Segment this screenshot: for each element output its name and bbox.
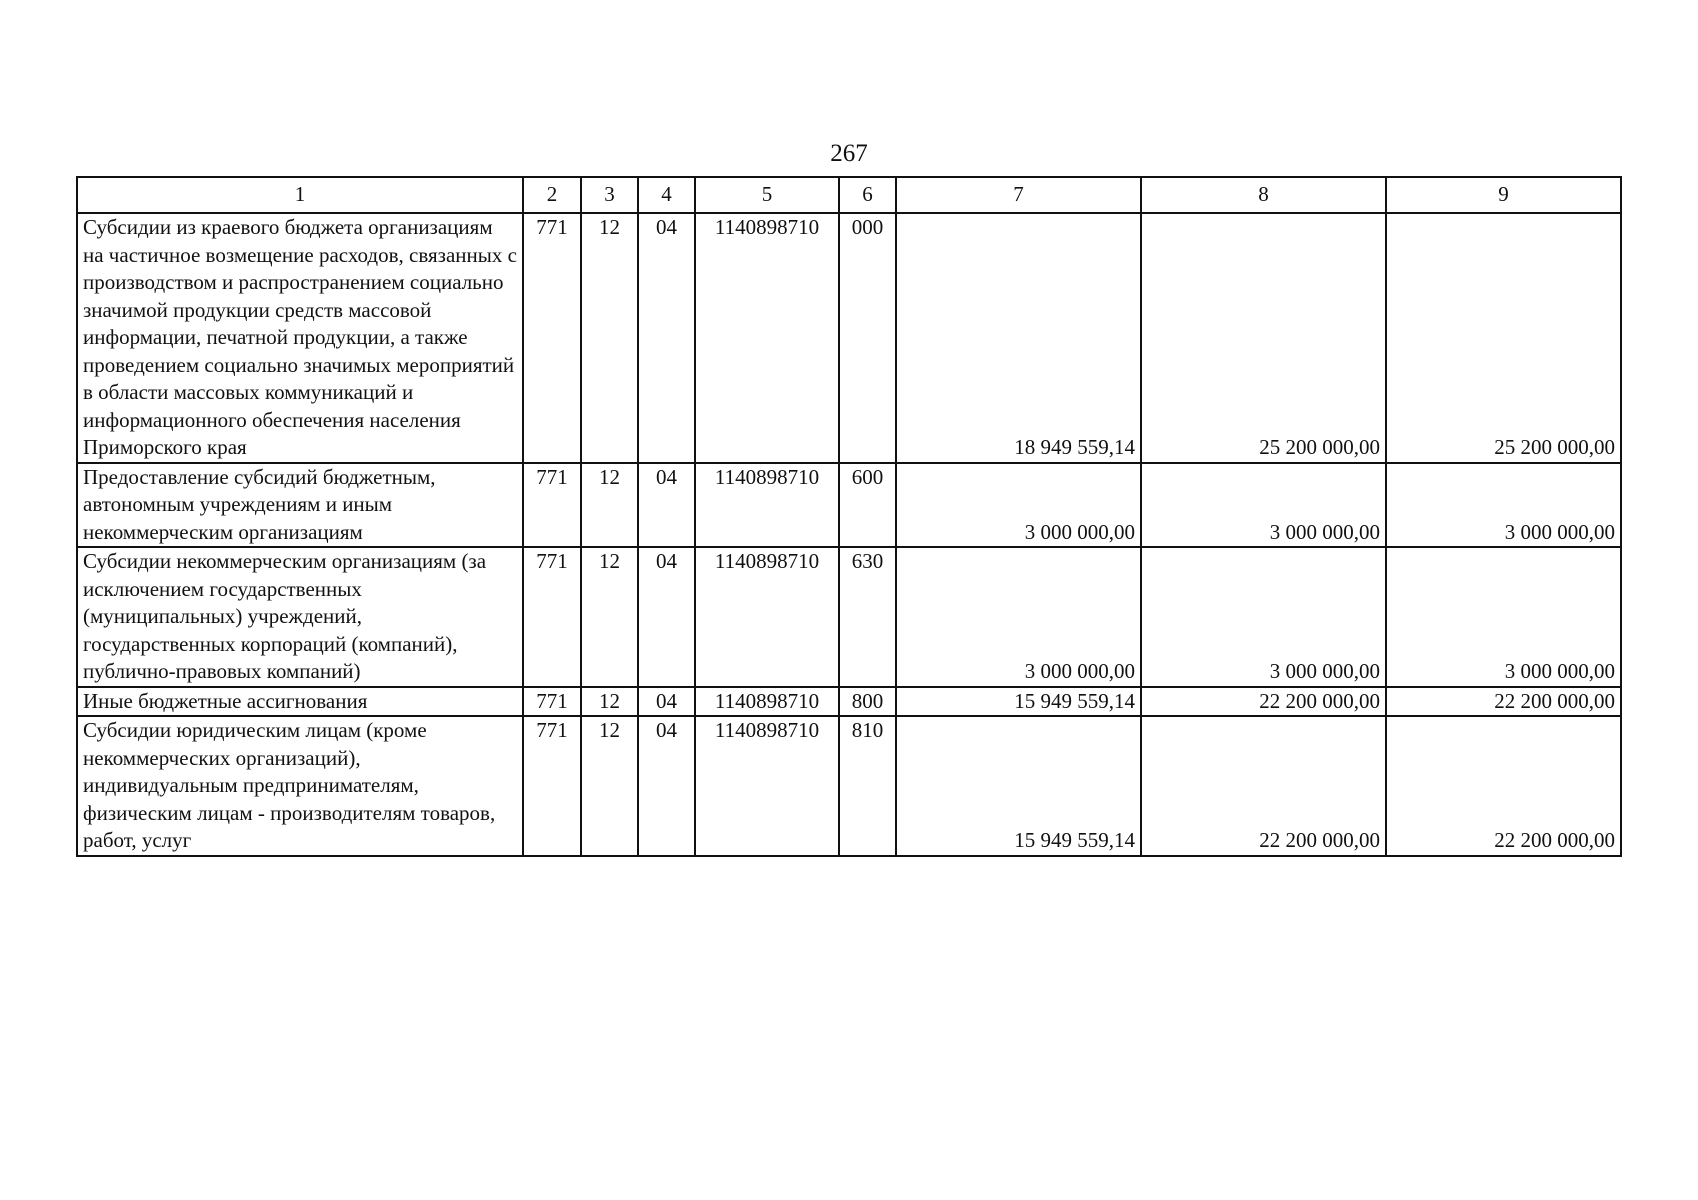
code-cell: 800 bbox=[839, 687, 896, 717]
column-header: 2 bbox=[523, 177, 581, 213]
budget-table bbox=[76, 176, 1622, 857]
code-cell: 1140898710 bbox=[695, 547, 839, 687]
amount-cell: 3 000 000,00 bbox=[1141, 463, 1386, 548]
code-cell: 600 bbox=[839, 463, 896, 548]
code-cell: 04 bbox=[638, 463, 695, 548]
table-row bbox=[77, 547, 1621, 687]
column-header: 5 bbox=[695, 177, 839, 213]
code-cell: 1140898710 bbox=[695, 687, 839, 717]
code-cell: 12 bbox=[581, 547, 638, 687]
amount-cell: 25 200 000,00 bbox=[1386, 213, 1621, 463]
code-cell: 771 bbox=[523, 213, 581, 463]
row-description: Предоставление субсидий бюджетным, автономным учреждениям и иным некоммерческим организациям bbox=[77, 463, 523, 548]
amount-cell: 15 949 559,14 bbox=[896, 716, 1141, 856]
amount-cell: 22 200 000,00 bbox=[1141, 687, 1386, 717]
column-header: 9 bbox=[1386, 177, 1621, 213]
column-number-header-row bbox=[77, 177, 1621, 213]
code-cell: 771 bbox=[523, 716, 581, 856]
code-cell: 04 bbox=[638, 716, 695, 856]
code-cell: 771 bbox=[523, 687, 581, 717]
code-cell: 12 bbox=[581, 213, 638, 463]
amount-cell: 25 200 000,00 bbox=[1141, 213, 1386, 463]
page-number: 267 bbox=[830, 140, 868, 167]
table-row bbox=[77, 716, 1621, 856]
amount-cell: 3 000 000,00 bbox=[896, 547, 1141, 687]
code-cell: 810 bbox=[839, 716, 896, 856]
table-row bbox=[77, 687, 1621, 717]
code-cell: 630 bbox=[839, 547, 896, 687]
table-row bbox=[77, 213, 1621, 463]
amount-cell: 22 200 000,00 bbox=[1386, 716, 1621, 856]
code-cell: 04 bbox=[638, 547, 695, 687]
code-cell: 1140898710 bbox=[695, 213, 839, 463]
amount-cell: 3 000 000,00 bbox=[1386, 547, 1621, 687]
code-cell: 771 bbox=[523, 547, 581, 687]
amount-cell: 22 200 000,00 bbox=[1141, 716, 1386, 856]
code-cell: 1140898710 bbox=[695, 716, 839, 856]
column-header: 1 bbox=[77, 177, 523, 213]
code-cell: 12 bbox=[581, 687, 638, 717]
amount-cell: 18 949 559,14 bbox=[896, 213, 1141, 463]
column-header: 7 bbox=[896, 177, 1141, 213]
amount-cell: 15 949 559,14 bbox=[896, 687, 1141, 717]
table-row bbox=[77, 463, 1621, 548]
code-cell: 1140898710 bbox=[695, 463, 839, 548]
amount-cell: 3 000 000,00 bbox=[1141, 547, 1386, 687]
code-cell: 12 bbox=[581, 463, 638, 548]
code-cell: 771 bbox=[523, 463, 581, 548]
code-cell: 04 bbox=[638, 213, 695, 463]
code-cell: 04 bbox=[638, 687, 695, 717]
row-description: Субсидии некоммерческим организациям (за исключением государственных (муниципальных) учреждений, государственных корпораций (компаний), публично-правовых компаний) bbox=[77, 547, 523, 687]
column-header: 6 bbox=[839, 177, 896, 213]
row-description: Субсидии из краевого бюджета организациям на частичное возмещение расходов, связанных с производством и распространением социально значимой продукции средств массовой информации, печатной продукции, а также проведением социально значимых мероприятий в области массовых коммуникаций и информационного обеспечения населения Приморского края bbox=[77, 213, 523, 463]
row-description: Субсидии юридическим лицам (кроме некоммерческих организаций), индивидуальным предпринимателям, физическим лицам - производителям товаров, работ, услуг bbox=[77, 716, 523, 856]
column-header: 3 bbox=[581, 177, 638, 213]
amount-cell: 3 000 000,00 bbox=[1386, 463, 1621, 548]
amount-cell: 22 200 000,00 bbox=[1386, 687, 1621, 717]
code-cell: 12 bbox=[581, 716, 638, 856]
amount-cell: 3 000 000,00 bbox=[896, 463, 1141, 548]
column-header: 4 bbox=[638, 177, 695, 213]
code-cell: 000 bbox=[839, 213, 896, 463]
column-header: 8 bbox=[1141, 177, 1386, 213]
row-description: Иные бюджетные ассигнования bbox=[77, 687, 523, 717]
